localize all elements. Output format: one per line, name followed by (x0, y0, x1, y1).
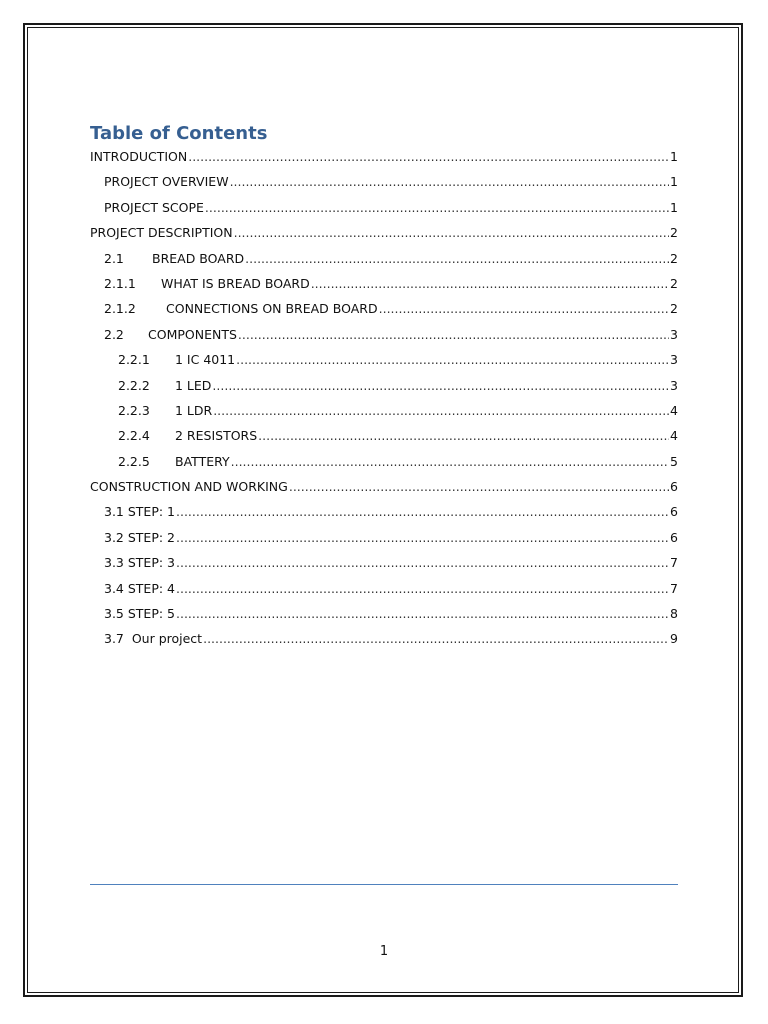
toc-entry-page: 9 (670, 631, 678, 647)
toc-entry-number: 2.2.4 (118, 428, 150, 444)
toc-entry-components[interactable] (90, 322, 678, 347)
toc-entry-text: CONSTRUCTION AND WORKING (90, 479, 288, 495)
toc-entry-project-overview[interactable] (90, 169, 678, 194)
toc-entry-page: 3 (670, 377, 678, 393)
toc-entry-text: 3.3 STEP: 3 (104, 555, 175, 571)
toc-leader-dots (236, 347, 669, 372)
toc-entry-number: 2.2.2 (118, 377, 150, 393)
toc-entry-text: CONNECTIONS ON BREAD BOARD (166, 301, 378, 317)
toc-entry-page: 1 (670, 199, 678, 215)
toc-entry-page: 2 (670, 275, 678, 291)
toc-entry-page: 4 (670, 428, 678, 444)
toc-leader-dots (176, 550, 669, 575)
toc-entry-our-project[interactable] (90, 626, 678, 651)
toc-leader-dots (311, 271, 669, 296)
toc-entry-text: BREAD BOARD (152, 250, 245, 266)
toc-entry-page: 1 (670, 149, 678, 164)
toc-entry-number: 2.1 (104, 250, 124, 266)
toc-entry-text: 3.7 Our project (104, 631, 203, 647)
toc-entry-text: 3.4 STEP: 4 (104, 580, 175, 596)
page-number: 1 (379, 944, 389, 959)
toc-leader-dots (230, 169, 669, 194)
toc-entry-text: PROJECT DESCRIPTION (90, 225, 233, 241)
toc-entry-text: COMPONENTS (148, 326, 237, 342)
toc-entry-number: 2.1.1 (104, 275, 136, 291)
toc-entry-text: WHAT IS BREAD BOARD (161, 275, 310, 291)
toc-leader-dots (176, 499, 669, 524)
toc-entry-text: 2 RESISTORS (175, 428, 258, 444)
toc-entry-introduction[interactable] (90, 144, 678, 169)
toc-entry-step-3[interactable] (90, 550, 678, 575)
toc-entry-ldr[interactable] (90, 398, 678, 423)
toc-entry-ic-4011[interactable] (90, 347, 678, 372)
toc-entry-page: 8 (670, 606, 678, 622)
toc-leader-dots (176, 576, 669, 601)
toc-entry-number: 2.2.5 (118, 453, 150, 469)
toc-entry-page: 2 (670, 250, 678, 266)
toc-leader-dots (205, 195, 669, 220)
toc-entry-page: 6 (670, 504, 678, 520)
toc-entry-page: 3 (670, 352, 678, 368)
footer-rule (90, 884, 678, 885)
toc-entry-text: INTRODUCTION (90, 149, 188, 164)
toc-leader-dots (213, 398, 669, 423)
toc-entry-step-2[interactable] (90, 525, 678, 550)
toc-entry-battery[interactable] (90, 449, 678, 474)
toc-entry-bread-board[interactable] (90, 246, 678, 271)
toc-entry-page: 7 (670, 555, 678, 571)
toc-leader-dots (212, 373, 669, 398)
toc-entry-page: 1 (670, 174, 678, 190)
toc-leader-dots (176, 601, 669, 626)
toc-leader-dots (188, 144, 669, 169)
toc-entry-page: 6 (670, 529, 678, 545)
toc-entry-text: BATTERY (175, 453, 230, 469)
toc-leader-dots (231, 449, 669, 474)
toc-entry-construction-and-working[interactable] (90, 474, 678, 499)
toc-entry-text: PROJECT SCOPE (104, 199, 204, 215)
toc-entry-number: 2.1.2 (104, 301, 136, 317)
toc-entry-project-description[interactable] (90, 220, 678, 245)
toc-entry-text: 1 LDR (175, 402, 213, 418)
toc-entry-led[interactable] (90, 373, 678, 398)
toc-leader-dots (238, 322, 669, 347)
toc-entry-text: 1 LED (175, 377, 212, 393)
toc-list (90, 144, 678, 652)
toc-entry-number: 2.2.3 (118, 402, 150, 418)
toc-leader-dots (234, 220, 669, 245)
toc-leader-dots (258, 423, 669, 448)
toc-entry-project-scope[interactable] (90, 195, 678, 220)
toc-leader-dots (176, 525, 669, 550)
toc-entry-text: 3.1 STEP: 1 (104, 504, 175, 520)
toc-entry-page: 5 (670, 453, 678, 469)
toc-entry-step-4[interactable] (90, 576, 678, 601)
toc-entry-step-5[interactable] (90, 601, 678, 626)
toc-entry-text: 1 IC 4011 (175, 352, 236, 368)
toc-leader-dots (379, 296, 669, 321)
toc-entry-number: 2.2 (104, 326, 124, 342)
toc-leader-dots (289, 474, 669, 499)
toc-entry-connections-on-bread-board[interactable] (90, 296, 678, 321)
toc-entry-number: 2.2.1 (118, 352, 150, 368)
toc-entry-text: 3.5 STEP: 5 (104, 606, 175, 622)
toc-entry-page: 7 (670, 580, 678, 596)
toc-entry-text: 3.2 STEP: 2 (104, 529, 175, 545)
toc-entry-text: PROJECT OVERVIEW (104, 174, 229, 190)
toc-entry-page: 3 (670, 326, 678, 342)
toc-entry-page: 6 (670, 479, 678, 495)
toc-entry-page: 2 (670, 301, 678, 317)
toc-title: Table of Contents (90, 123, 268, 144)
toc-entry-page: 2 (670, 225, 678, 241)
toc-entry-step-1[interactable] (90, 499, 678, 524)
toc-entry-page: 4 (670, 402, 678, 418)
toc-entry-resistors[interactable] (90, 423, 678, 448)
toc-leader-dots (203, 626, 669, 651)
toc-entry-what-is-bread-board[interactable] (90, 271, 678, 296)
toc-leader-dots (245, 246, 669, 271)
